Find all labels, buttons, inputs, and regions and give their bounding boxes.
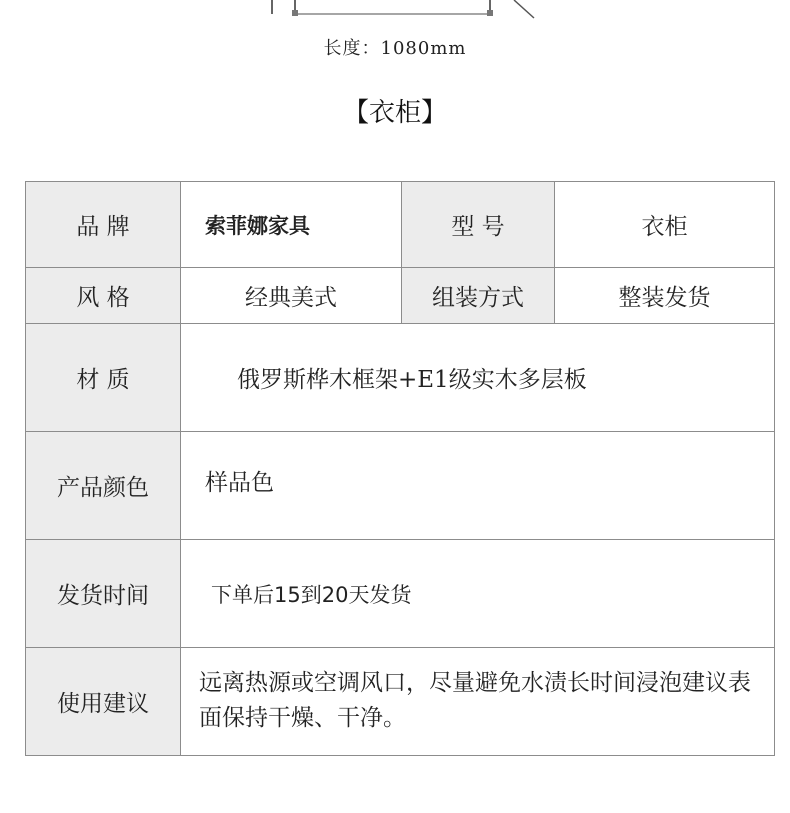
spec-table [25,181,775,756]
usage-label: 使用建议 [26,648,181,756]
usage-value: 远离热源或空调风口，尽量避免水渍长时间浸泡建议表面保持干燥、干净。 [181,648,775,756]
assembly-value: 整装发货 [555,268,775,324]
assembly-label: 组装方式 [402,268,555,324]
table-row [26,182,775,268]
brand-value: 索菲娜家具 [181,182,402,268]
model-label: 型 号 [402,182,555,268]
table-row [26,432,775,540]
table-row [26,268,775,324]
model-value: 衣柜 [555,182,775,268]
shipping-label: 发货时间 [26,540,181,648]
table-row [26,324,775,432]
material-label: 材 质 [26,324,181,432]
style-label: 风 格 [26,268,181,324]
material-value: 俄罗斯桦木框架+E1级实木多层板 [181,324,775,432]
table-row [26,540,775,648]
table-row [26,648,775,756]
color-value: 样品色 [181,432,775,540]
length-caption: 长度：1080mm [323,38,467,59]
shipping-value: 下单后15到20天发货 [181,540,775,648]
color-label: 产品颜色 [26,432,181,540]
wardrobe-drawing-fragment [0,0,790,30]
style-value: 经典美式 [181,268,402,324]
brand-label: 品 牌 [26,182,181,268]
section-title: 【衣柜】 [342,98,447,128]
